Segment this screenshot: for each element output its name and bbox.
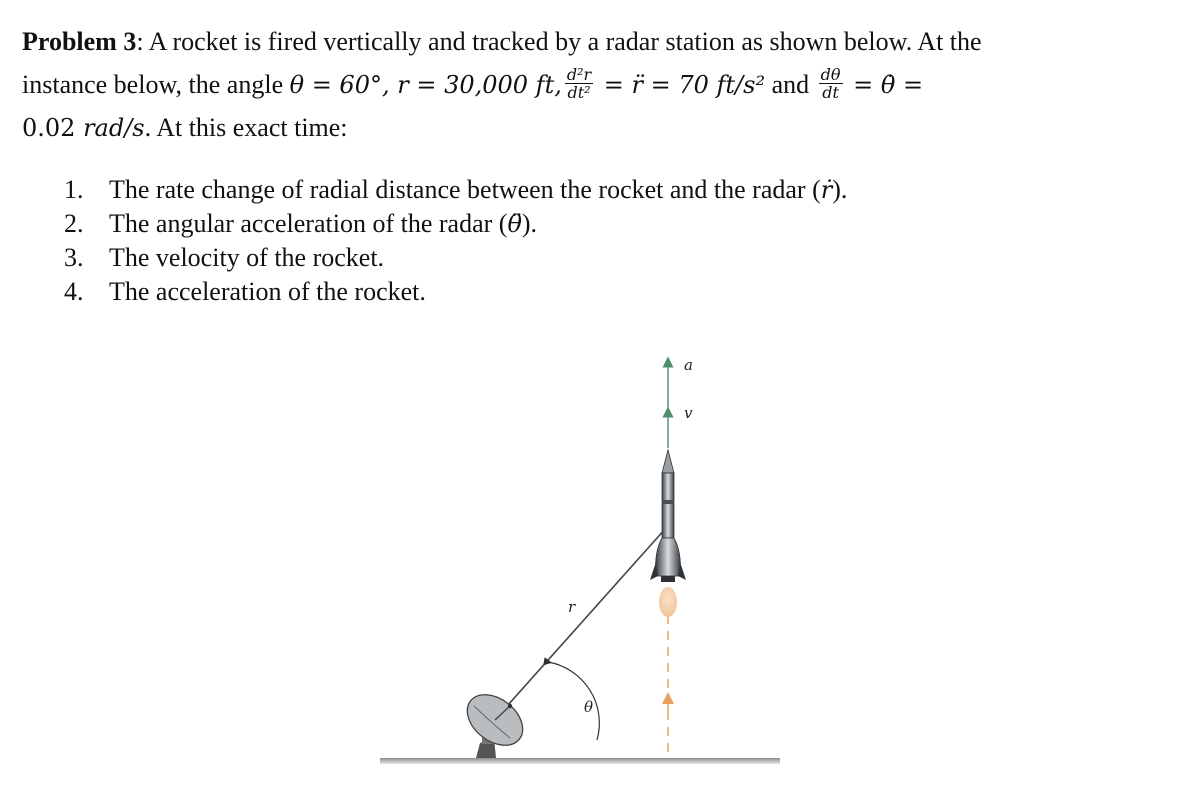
question-number: 1. bbox=[64, 175, 84, 204]
label-a: a bbox=[684, 356, 693, 374]
question-number: 2. bbox=[64, 209, 84, 238]
thetadot-unit: rad/s bbox=[83, 114, 145, 142]
question-item bbox=[64, 241, 847, 275]
problem-intro: : A rocket is fired vertically and tracked by a radar station as shown below. At the bbox=[136, 27, 982, 56]
problem-line3-tail: . At this exact time: bbox=[144, 113, 348, 142]
thetadot-equation: = θ̇ = bbox=[845, 71, 924, 99]
and-word: and bbox=[765, 70, 816, 99]
problem-line-3 bbox=[22, 106, 1162, 149]
d2r-numerator: d²r bbox=[566, 64, 592, 84]
dtheta-denominator: dt bbox=[822, 82, 839, 102]
rocket-flame bbox=[659, 587, 677, 617]
radar-dish bbox=[458, 684, 533, 758]
question-symbol: θ̈ bbox=[507, 210, 522, 238]
rocket bbox=[650, 450, 686, 582]
figure-svg bbox=[370, 340, 790, 780]
label-v: v bbox=[684, 404, 693, 422]
ground bbox=[380, 758, 780, 764]
problem-line-2 bbox=[22, 63, 1162, 106]
radial-line-r bbox=[508, 528, 666, 705]
r-equation: r = 30,000 ft, bbox=[397, 71, 562, 99]
question-end: ). bbox=[521, 209, 538, 238]
rocket-radar-figure bbox=[370, 340, 790, 780]
label-r: r bbox=[568, 598, 576, 616]
question-end: ). bbox=[832, 175, 848, 204]
rddot-equation: = r̈ = 70 ft/s² bbox=[596, 71, 766, 99]
problem-title: Problem 3 bbox=[22, 27, 137, 56]
thetadot-value: 0.02 bbox=[22, 114, 84, 142]
question-item bbox=[64, 173, 847, 207]
question-item bbox=[64, 275, 847, 309]
question-list bbox=[64, 173, 847, 309]
problem-line-1 bbox=[22, 20, 1162, 63]
theta-equation: θ = 60°, bbox=[289, 71, 398, 99]
question-text: The velocity of the rocket. bbox=[109, 243, 385, 272]
label-theta: θ bbox=[584, 698, 594, 716]
question-item bbox=[64, 207, 847, 241]
question-text: The angular acceleration of the radar ( bbox=[109, 209, 508, 238]
problem-statement bbox=[22, 20, 1162, 149]
problem-line2-lead: instance below, the angle bbox=[22, 70, 290, 99]
d2r-denominator: dt² bbox=[567, 82, 591, 102]
d2r-fraction bbox=[565, 66, 593, 101]
question-number: 3. bbox=[64, 243, 84, 272]
question-number: 4. bbox=[64, 277, 84, 306]
question-text: The acceleration of the rocket. bbox=[109, 277, 426, 306]
question-symbol: ṙ bbox=[820, 176, 833, 204]
dtheta-numerator: dθ bbox=[820, 64, 841, 84]
dtheta-fraction bbox=[819, 66, 843, 101]
question-text: The rate change of radial distance between the rocket and the radar ( bbox=[109, 175, 821, 204]
